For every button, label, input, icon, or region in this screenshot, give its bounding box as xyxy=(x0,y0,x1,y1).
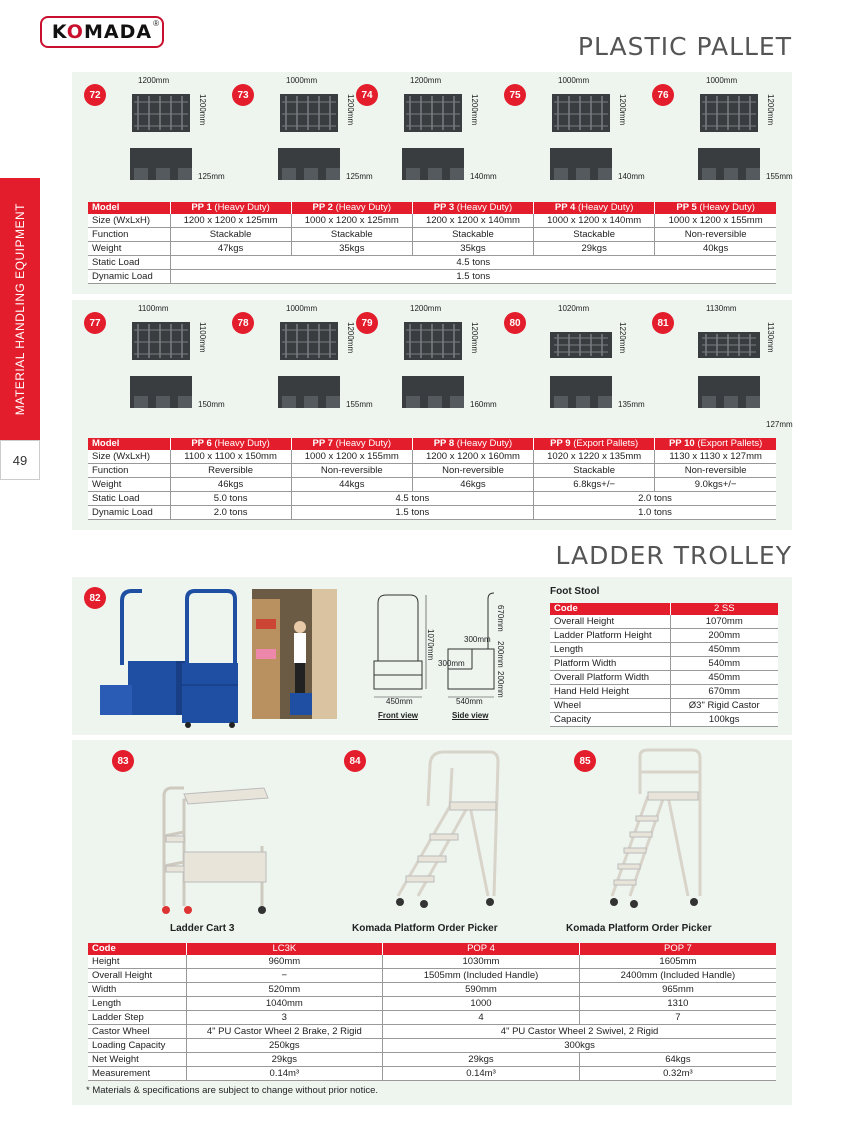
table-row xyxy=(88,256,776,270)
table-row xyxy=(550,699,778,713)
dim-width: 1130mm xyxy=(706,304,737,313)
table-cell: 1000 x 1200 x 140mm xyxy=(534,214,655,228)
table-cell: 4.5 tons xyxy=(170,256,776,270)
section-title-plastic-pallet: PLASTIC PALLET xyxy=(577,32,792,61)
row-label: Platform Width xyxy=(550,657,670,671)
table-cell: 1505mm (Included Handle) xyxy=(383,969,580,983)
dim-height: 155mm xyxy=(346,400,373,409)
pallet-photo xyxy=(398,84,468,199)
item-number-badge: 74 xyxy=(356,84,378,106)
table-cell: 250kgs xyxy=(186,1039,383,1053)
dim-width: 1200mm xyxy=(410,76,442,85)
table-row xyxy=(88,1011,776,1025)
table-row xyxy=(88,1053,776,1067)
table-row xyxy=(88,464,776,478)
table-cell: 2.0 tons xyxy=(170,506,291,520)
table-row xyxy=(550,657,778,671)
dim-side-length: 540mm xyxy=(456,697,483,706)
table-cell: Stackable xyxy=(534,228,655,242)
table-cell: 6.8kgs+/− xyxy=(534,478,655,492)
table-header-cell: PP 5 (Heavy Duty) xyxy=(655,202,776,214)
table-row xyxy=(88,1067,776,1081)
table-cell: 64kgs xyxy=(579,1053,776,1067)
table-cell: Non-reversible xyxy=(412,464,533,478)
table-cell: 1000 x 1200 x 125mm xyxy=(291,214,412,228)
ladder-cart-photo xyxy=(144,776,274,916)
order-picker-7-caption: Komada Platform Order Picker xyxy=(566,923,712,934)
table-header-cell: LC3K xyxy=(186,943,383,955)
table-header-cell: Code xyxy=(550,603,670,615)
dim-width: 1200mm xyxy=(138,76,170,85)
ladder-panel xyxy=(72,740,792,1105)
table-cell: 1.0 tons xyxy=(534,506,776,520)
row-label: Overall Height xyxy=(550,615,670,629)
dim-lower-step-height: 200mm xyxy=(496,671,505,698)
dim-depth: 1130mm xyxy=(766,322,775,353)
table-row xyxy=(88,955,776,969)
footstool-title: Foot Stool xyxy=(550,586,600,597)
dim-depth: 1200mm xyxy=(766,94,775,126)
row-label: Weight xyxy=(88,478,170,492)
table-cell: 4" PU Castor Wheel 2 Brake, 2 Rigid xyxy=(186,1025,383,1039)
ladder-cart-caption: Ladder Cart 3 xyxy=(170,923,235,934)
row-label: Function xyxy=(88,464,170,478)
table-cell: 35kgs xyxy=(291,242,412,256)
table-cell: 1030mm xyxy=(383,955,580,969)
table-cell: Reversible xyxy=(170,464,291,478)
item-number-badge: 73 xyxy=(232,84,254,106)
footstool-photo xyxy=(92,585,242,730)
section-title-ladder-trolley: LADDER TROLLEY xyxy=(555,541,792,570)
row-label: Overall Platform Width xyxy=(550,671,670,685)
order-picker-4-photo xyxy=(390,746,500,916)
table-cell: 0.14m³ xyxy=(186,1067,383,1081)
table-header-cell: 2 SS xyxy=(670,603,778,615)
row-label: Length xyxy=(88,997,186,1011)
row-label: Hand Held Height xyxy=(550,685,670,699)
pallet-panel-1 xyxy=(72,72,792,294)
table-row xyxy=(550,643,778,657)
item-number-badge: 78 xyxy=(232,312,254,334)
dim-width: 1000mm xyxy=(706,76,738,85)
row-label: Dynamic Load xyxy=(88,270,170,284)
item-number-badge: 80 xyxy=(504,312,526,334)
table-cell: 29kgs xyxy=(383,1053,580,1067)
dim-height: 140mm xyxy=(618,172,645,181)
table-cell: 40kgs xyxy=(655,242,776,256)
table-header-cell: PP 7 (Heavy Duty) xyxy=(291,438,412,450)
table-row xyxy=(88,506,776,520)
row-label: Static Load xyxy=(88,492,170,506)
dim-height: 155mm xyxy=(766,172,793,181)
table-cell: 0.32m³ xyxy=(579,1067,776,1081)
row-label: Capacity xyxy=(550,713,670,727)
table-cell: 29kgs xyxy=(534,242,655,256)
footstool-spec-table xyxy=(550,603,778,727)
table-cell: 35kgs xyxy=(412,242,533,256)
dim-upper-step-depth: 300mm xyxy=(464,635,491,644)
table-row xyxy=(88,983,776,997)
row-label: Dynamic Load xyxy=(88,506,170,520)
table-cell: 960mm xyxy=(186,955,383,969)
row-label: Size (WxLxH) xyxy=(88,450,170,464)
table-cell: 0.14m³ xyxy=(383,1067,580,1081)
table-cell: 450mm xyxy=(670,671,778,685)
table-cell: 1200 x 1200 x 125mm xyxy=(170,214,291,228)
table-row xyxy=(550,629,778,643)
pallet-photo xyxy=(274,84,344,199)
logo-registered-mark: ® xyxy=(153,19,159,28)
pallet-photo xyxy=(126,312,196,427)
table-cell: 4" PU Castor Wheel 2 Swivel, 2 Rigid xyxy=(383,1025,776,1039)
table-cell: 1130 x 1130 x 127mm xyxy=(655,450,776,464)
dim-depth: 1200mm xyxy=(618,94,627,126)
table-cell: 1000 xyxy=(383,997,580,1011)
table-row xyxy=(550,713,778,727)
dim-width: 1000mm xyxy=(558,76,590,85)
pallet-spec-table-2 xyxy=(88,438,776,520)
order-picker-4-caption: Komada Platform Order Picker xyxy=(352,923,498,934)
table-row xyxy=(550,615,778,629)
dim-front-width: 450mm xyxy=(386,697,413,706)
table-cell: 1100 x 1100 x 150mm xyxy=(170,450,291,464)
table-header-row xyxy=(88,438,776,450)
order-picker-7-photo xyxy=(608,746,708,916)
table-cell: 1070mm xyxy=(670,615,778,629)
item-number-badge: 79 xyxy=(356,312,378,334)
table-cell: 200mm xyxy=(670,629,778,643)
sidebar-category-tab xyxy=(0,178,40,440)
table-header-cell: PP 1 (Heavy Duty) xyxy=(170,202,291,214)
table-row xyxy=(88,492,776,506)
row-label: Net Weight xyxy=(88,1053,186,1067)
dim-height: 140mm xyxy=(470,172,497,181)
table-header-cell: PP 8 (Heavy Duty) xyxy=(412,438,533,450)
table-row xyxy=(88,1025,776,1039)
table-cell: Non-reversible xyxy=(291,464,412,478)
row-label: Loading Capacity xyxy=(88,1039,186,1053)
table-cell: Ø3" Rigid Castor xyxy=(670,699,778,713)
dim-depth: 1100mm xyxy=(198,322,207,353)
table-cell: 1.5 tons xyxy=(291,506,533,520)
table-header-cell: PP 9 (Export Pallets) xyxy=(534,438,655,450)
table-cell: 540mm xyxy=(670,657,778,671)
table-cell: 300kgs xyxy=(383,1039,776,1053)
row-label: Static Load xyxy=(88,256,170,270)
dim-width: 1000mm xyxy=(286,304,318,313)
row-label: Length xyxy=(550,643,670,657)
dim-upper-step-height: 200mm xyxy=(496,641,505,668)
dim-height: 150mm xyxy=(198,400,225,409)
table-cell: 100kgs xyxy=(670,713,778,727)
table-header-cell: Model xyxy=(88,438,170,450)
row-label: Ladder Platform Height xyxy=(550,629,670,643)
item-number-badge: 77 xyxy=(84,312,106,334)
table-header-cell: Code xyxy=(88,943,186,955)
table-row xyxy=(550,685,778,699)
logo-text: KOMADA xyxy=(51,21,153,43)
table-header-cell: PP 3 (Heavy Duty) xyxy=(412,202,533,214)
table-cell: 29kgs xyxy=(186,1053,383,1067)
item-number-badge: 84 xyxy=(344,750,366,772)
table-row xyxy=(88,997,776,1011)
table-row xyxy=(88,228,776,242)
item-number-badge: 83 xyxy=(112,750,134,772)
table-cell: 520mm xyxy=(186,983,383,997)
table-cell: 9.0kgs+/− xyxy=(655,478,776,492)
item-number-badge: 85 xyxy=(574,750,596,772)
table-row xyxy=(88,270,776,284)
table-row xyxy=(88,214,776,228)
table-cell: 1200 x 1200 x 160mm xyxy=(412,450,533,464)
row-label: Castor Wheel xyxy=(88,1025,186,1039)
table-header-cell: Model xyxy=(88,202,170,214)
pallet-photo xyxy=(546,312,616,427)
table-cell: 1040mm xyxy=(186,997,383,1011)
table-cell: Stackable xyxy=(291,228,412,242)
table-cell: 4.5 tons xyxy=(291,492,533,506)
row-label: Height xyxy=(88,955,186,969)
table-cell: 2.0 tons xyxy=(534,492,776,506)
dim-depth: 1200mm xyxy=(470,94,479,126)
row-label: Weight xyxy=(88,242,170,256)
dim-lower-step-depth: 300mm xyxy=(438,659,465,668)
table-cell: 47kgs xyxy=(170,242,291,256)
footnote: * Materials & specifications are subject to change without prior notice. xyxy=(86,1085,379,1096)
pallet-photo xyxy=(126,84,196,199)
table-cell: 1.5 tons xyxy=(170,270,776,284)
table-header-row xyxy=(550,603,778,615)
dim-depth: 1200mm xyxy=(346,94,355,126)
sidebar-category-label: MATERIAL HANDLING EQUIPMENT xyxy=(13,202,27,416)
table-cell: 1000 x 1200 x 155mm xyxy=(291,450,412,464)
dim-depth: 1200mm xyxy=(346,322,355,354)
table-cell: 7 xyxy=(579,1011,776,1025)
table-cell: Stackable xyxy=(534,464,655,478)
dim-height: 135mm xyxy=(618,400,645,409)
dim-depth: 1200mm xyxy=(198,94,207,126)
table-cell: 2400mm (Included Handle) xyxy=(579,969,776,983)
item-number-badge: 75 xyxy=(504,84,526,106)
table-header-cell: PP 10 (Export Pallets) xyxy=(655,438,776,450)
table-cell: 450mm xyxy=(670,643,778,657)
dim-height: 160mm xyxy=(470,400,497,409)
table-cell: 4 xyxy=(383,1011,580,1025)
table-row xyxy=(88,478,776,492)
table-cell: 1020 x 1220 x 135mm xyxy=(534,450,655,464)
table-header-cell: POP 4 xyxy=(383,943,580,955)
table-cell: 44kgs xyxy=(291,478,412,492)
pallet-spec-table-1 xyxy=(88,202,776,284)
table-row xyxy=(88,450,776,464)
pallet-panel-2 xyxy=(72,300,792,530)
ladder-spec-table xyxy=(88,943,776,1081)
dim-width: 1200mm xyxy=(410,304,442,313)
dim-overall-height: 1070mm xyxy=(426,629,435,661)
table-cell: Stackable xyxy=(170,228,291,242)
table-row xyxy=(88,242,776,256)
table-row xyxy=(88,969,776,983)
table-header-row xyxy=(88,943,776,955)
table-cell: 3 xyxy=(186,1011,383,1025)
dim-height: 125mm xyxy=(198,172,225,181)
table-header-cell: PP 2 (Heavy Duty) xyxy=(291,202,412,214)
komada-logo xyxy=(40,16,164,48)
table-cell: 1310 xyxy=(579,997,776,1011)
table-header-cell: PP 6 (Heavy Duty) xyxy=(170,438,291,450)
row-label: Width xyxy=(88,983,186,997)
row-label: Measurement xyxy=(88,1067,186,1081)
table-cell: 1200 x 1200 x 140mm xyxy=(412,214,533,228)
table-row xyxy=(88,1039,776,1053)
dim-width: 1100mm xyxy=(138,304,169,313)
row-label: Wheel xyxy=(550,699,670,713)
row-label: Function xyxy=(88,228,170,242)
table-cell: 965mm xyxy=(579,983,776,997)
side-view-label: Side view xyxy=(452,711,489,720)
pallet-photo xyxy=(694,84,764,199)
table-cell: 1000 x 1200 x 155mm xyxy=(655,214,776,228)
footstool-in-use-photo xyxy=(252,589,337,719)
table-cell: 1605mm xyxy=(579,955,776,969)
row-label: Size (WxLxH) xyxy=(88,214,170,228)
pallet-photo xyxy=(398,312,468,427)
dim-handle-height: 670mm xyxy=(496,605,505,632)
page-number: 49 xyxy=(0,440,40,480)
dim-width: 1000mm xyxy=(286,76,318,85)
item-number-badge: 76 xyxy=(652,84,674,106)
dim-depth: 1200mm xyxy=(470,322,479,354)
dim-height: 125mm xyxy=(346,172,373,181)
pallet-photo xyxy=(546,84,616,199)
row-label: Overall Height xyxy=(88,969,186,983)
row-label: Ladder Step xyxy=(88,1011,186,1025)
table-header-cell: PP 4 (Heavy Duty) xyxy=(534,202,655,214)
table-cell: − xyxy=(186,969,383,983)
table-cell: 670mm xyxy=(670,685,778,699)
item-number-badge: 81 xyxy=(652,312,674,334)
table-cell: 590mm xyxy=(383,983,580,997)
front-view-label: Front view xyxy=(378,711,419,720)
table-cell: Non-reversible xyxy=(655,228,776,242)
table-cell: Stackable xyxy=(412,228,533,242)
table-cell: 46kgs xyxy=(170,478,291,492)
table-header-cell: POP 7 xyxy=(579,943,776,955)
table-cell: Non-reversible xyxy=(655,464,776,478)
table-cell: 5.0 tons xyxy=(170,492,291,506)
table-cell: 46kgs xyxy=(412,478,533,492)
item-number-badge: 72 xyxy=(84,84,106,106)
table-header-row xyxy=(88,202,776,214)
pallet-photo xyxy=(694,312,764,427)
dim-height: 127mm xyxy=(766,420,793,429)
dim-width: 1020mm xyxy=(558,304,590,313)
table-row xyxy=(550,671,778,685)
pallet-photo xyxy=(274,312,344,427)
dim-depth: 1220mm xyxy=(618,322,627,354)
item-number-badge: 82 xyxy=(84,587,106,609)
